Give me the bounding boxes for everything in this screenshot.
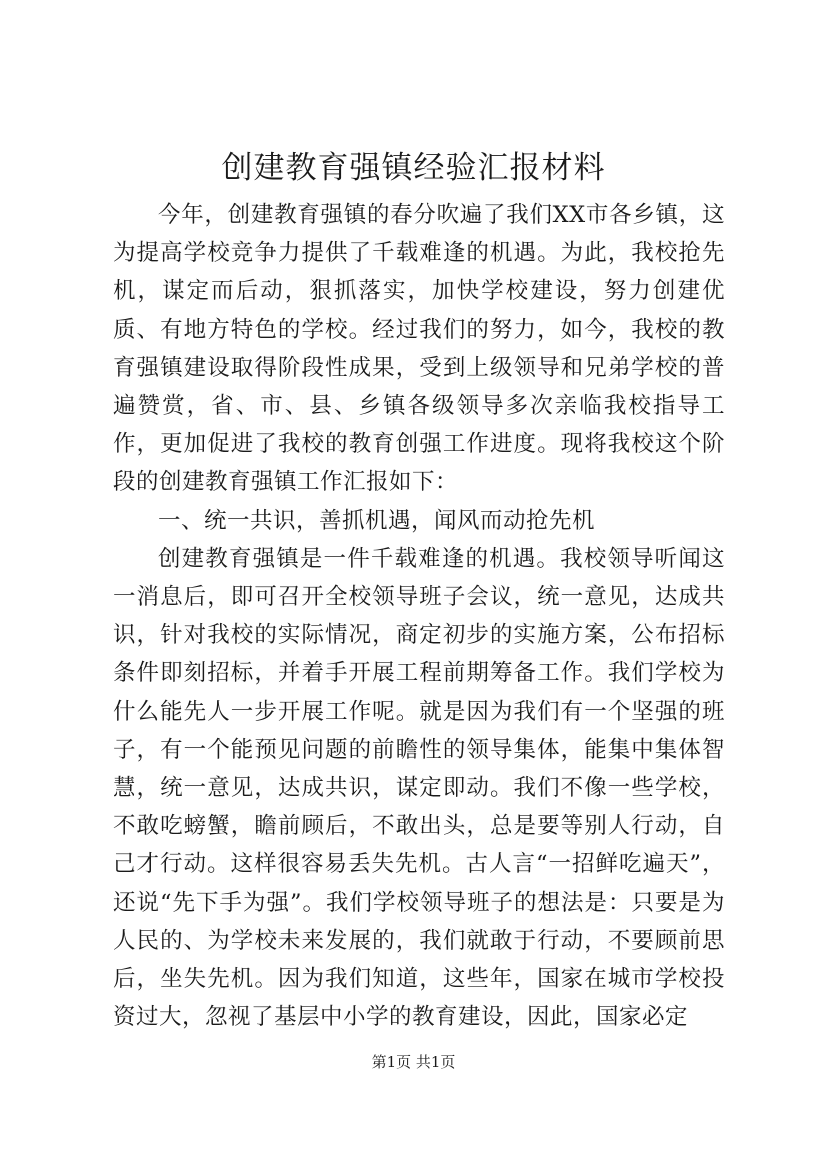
document-body	[113, 196, 725, 1036]
section-heading-1: 一、统一共识，善抓机遇，闻风而动抢先机	[158, 507, 596, 534]
paragraph-section-1: 创建教育强镇是一件千载难逢的机遇。我校领导听闻这一消息后，即可召开全校领导班子会议，统一意见，达成共识，针对我校的实际情况，商定初步的实施方案，公布招标条件即刻招标，并着手开展工程前期筹备工作。我们学校为什么能先人一步开展工作呢。就是因为我们有一个坚强的班子，有一个能预见问题的前瞻性的领导集体，能集中集体智慧，统一意见，达成共识，谋定即动。我们不像一些学校，不敢吃螃蟹，瞻前顾后，不敢出头，总是要等别人行动，自己才行动。这样很容易丢失先机。古人言“一招鲜吃遍天”，还说“先下手为强”。我们学校领导班子的想法是：只要是为人民的、为学校未来发展的，我们就敢于行动，不要顾前思后，坐失先机。因为我们知道，这些年，国家在城市学校投资过大，忽视了基层中小学的教育建设，因此，国家必定	[113, 545, 725, 1031]
paragraph-intro: 今年，创建教育强镇的春分吹遍了我们XX市各乡镇，这为提高学校竞争力提供了千载难逢的机遇。为此，我校抢先机，谋定而后动，狠抓落实，加快学校建设，努力创建优质、有地方特色的学校。经过我们的努力，如今，我校的教育强镇建设取得阶段性成果，受到上级领导和兄弟学校的普遍赞赏，省、市、县、乡镇各级领导多次亲临我校指导工作，更加促进了我校的教育创强工作进度。现将我校这个阶段的创建教育强镇工作汇报如下：	[113, 202, 725, 496]
document-title: 创建教育强镇经验汇报材料	[221, 150, 606, 186]
page-footer: 第1页 共1页	[371, 1053, 456, 1071]
